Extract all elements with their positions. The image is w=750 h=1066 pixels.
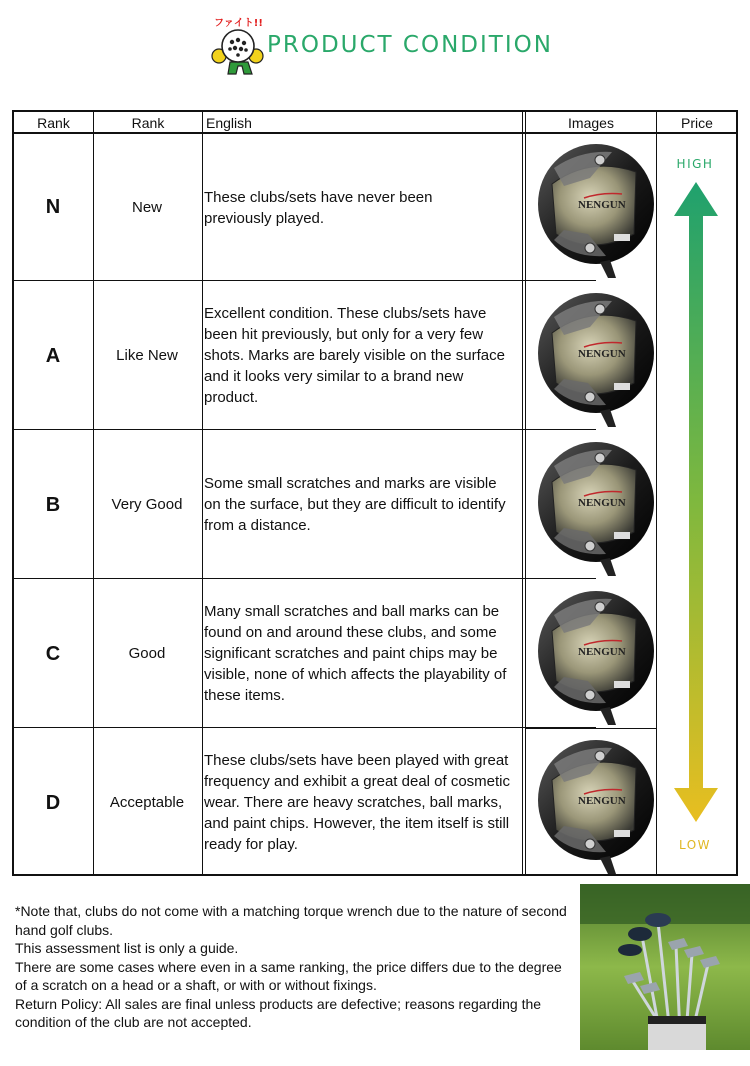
note-line: Return Policy: All sales are final unless products are defective; reasons regarding the condition of the club are not accepted.: [15, 995, 542, 1030]
rank-code: A: [45, 345, 61, 367]
rank-name: Very Good: [111, 496, 183, 513]
table-divider: [525, 112, 526, 874]
rank-code: B: [45, 494, 61, 516]
table-divider: [202, 112, 203, 874]
notes-section: [15, 902, 575, 1032]
golf-bag-photo: [580, 884, 750, 1050]
page-header: [0, 12, 750, 74]
rank-code: N: [45, 196, 61, 218]
golf-driver-image: [530, 138, 660, 278]
table-divider: [14, 578, 596, 579]
price-high-label: HIGH: [676, 157, 714, 171]
table-divider: [14, 727, 596, 728]
rank-name: Acceptable: [109, 794, 185, 811]
rank-description: These clubs/sets have never been previously played.: [204, 189, 433, 227]
rank-name: Like New: [116, 347, 178, 364]
table-divider: [522, 112, 523, 874]
header-rank-code: Rank: [37, 115, 70, 131]
table-divider: [14, 429, 596, 430]
rank-code: C: [45, 643, 61, 665]
rank-description: Many small scratches and ball marks can be found on and around these clubs, and some significant scratches and paint chips may be visible, none of which affects the playability of these items.: [204, 603, 507, 704]
golf-driver-image: [530, 734, 660, 874]
price-low-label: LOW: [678, 838, 712, 852]
rank-description: Some small scratches and marks are visible on the surface, but they are difficult to identify from a distance.: [204, 475, 506, 534]
golf-driver-image: [530, 585, 660, 725]
table-divider: [526, 728, 656, 729]
price-gradient-arrow-icon: [672, 182, 720, 822]
table-divider: [14, 280, 596, 281]
header-rank-name: Rank: [131, 115, 165, 131]
header-price: Price: [681, 115, 713, 131]
golf-driver-image: [530, 436, 660, 576]
rank-code: D: [45, 792, 61, 814]
mascot-caption: ファイト!!: [214, 18, 263, 29]
header-images: Images: [568, 115, 614, 131]
header-english: English: [206, 115, 252, 131]
rank-name: Good: [128, 645, 166, 662]
note-line: This assessment list is only a guide.: [15, 940, 239, 956]
note-line: *Note that, clubs do not come with a matching torque wrench due to the nature of second hand golf clubs.: [15, 903, 567, 938]
note-line: There are some cases where even in a same ranking, the price differs due to the degree of a scratch on a head or a shaft, or with or without fixings.: [15, 958, 562, 993]
table-divider: [93, 112, 94, 874]
page-title: PRODUCT CONDITION: [267, 32, 553, 58]
golf-driver-image: [530, 287, 660, 427]
rank-name: New: [131, 199, 162, 216]
rank-description: Excellent condition. These clubs/sets have been hit previously, but only for a very few shots. Marks are barely visible on the surface and it looks very similar to a brand new product.: [204, 305, 505, 406]
rank-description: These clubs/sets have been played with great frequency and exhibit a great deal of cosmetic wear. There are heavy scratches, ball marks, and paint chips. However, the item itself is still ready for play.: [204, 752, 511, 853]
